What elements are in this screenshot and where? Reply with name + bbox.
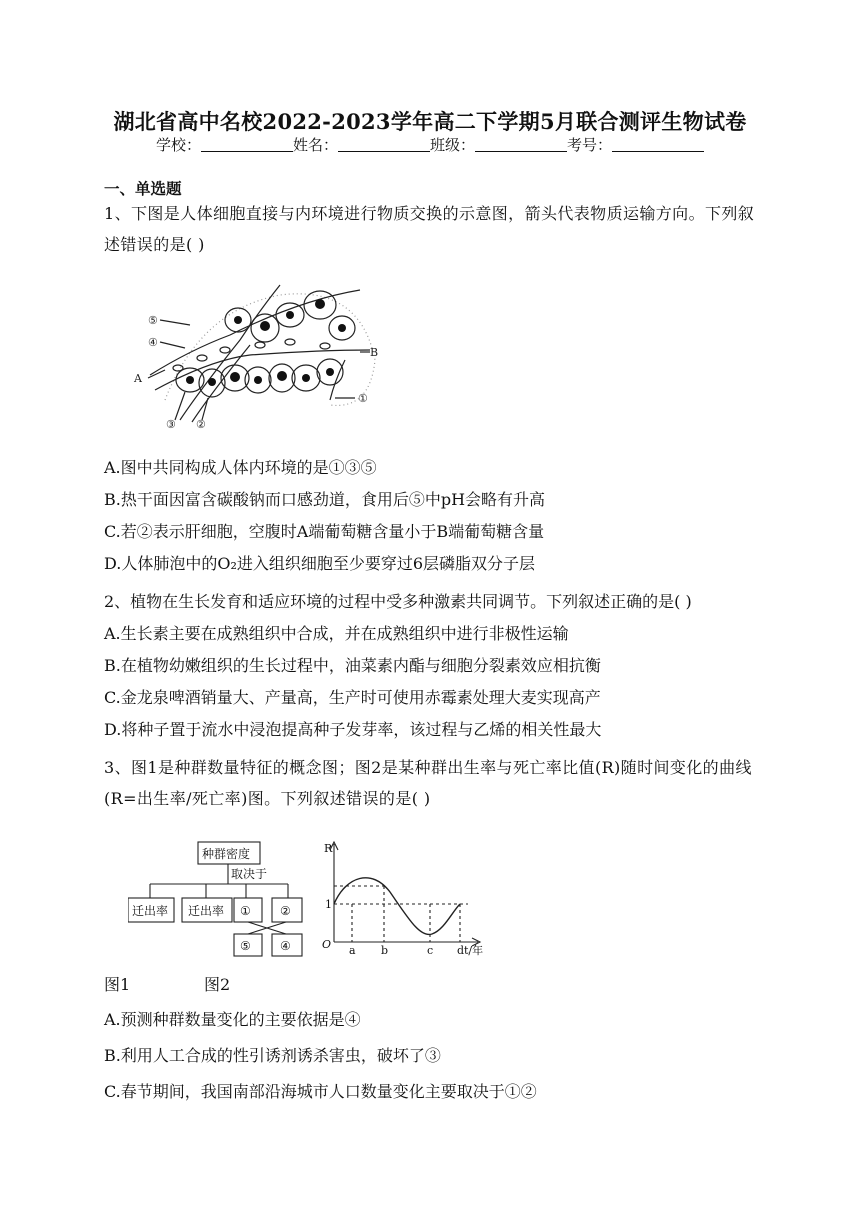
fig2-one: 1 bbox=[325, 898, 332, 911]
label-3: ③ bbox=[166, 418, 176, 431]
q3-option-b: B.利用人工合成的性引诱剂诱杀害虫，破坏了③ bbox=[104, 1046, 441, 1065]
q3-caption-fig2: 图2 bbox=[204, 975, 231, 994]
number-blank[interactable] bbox=[612, 137, 704, 152]
fig2-tick-d: d bbox=[457, 944, 465, 957]
q1-option-d: D.人体肺泡中的O₂进入组织细胞至少要穿过6层磷脂双分子层 bbox=[104, 554, 536, 573]
name-label: 姓名： bbox=[292, 136, 338, 154]
q1-stem: 1、下图是人体细胞直接与内环境进行物质交换的示意图，箭头代表物质运输方向。下列叙述错误的是( ) bbox=[104, 204, 755, 254]
fig1-box3: ① bbox=[240, 904, 251, 918]
fig2-xlabel: t/年 bbox=[464, 944, 484, 957]
page-title: 湖北省高中名校2022-2023学年高二下学期5月联合测评生物试卷 bbox=[113, 109, 747, 134]
school-blank[interactable] bbox=[201, 137, 293, 152]
label-A: A bbox=[134, 372, 142, 385]
q1-option-a: A.图中共同构成人体内环境的是①③⑤ bbox=[104, 458, 377, 477]
q1-option-c: C.若②表示肝细胞，空腹时A端葡萄糖含量小于B端葡萄糖含量 bbox=[104, 522, 545, 541]
fig2-tick-c: c bbox=[427, 944, 434, 957]
fig2-ylabel: R bbox=[324, 842, 333, 855]
q3-caption-fig1: 图1 bbox=[104, 975, 131, 994]
fig2-tick-b: b bbox=[381, 944, 389, 957]
label-2: ② bbox=[196, 418, 206, 431]
number-label: 考号： bbox=[567, 136, 613, 154]
fig1-box4: ② bbox=[280, 904, 291, 918]
label-B: B bbox=[370, 346, 379, 359]
q3-figure1-concept-map bbox=[128, 838, 306, 962]
q2-option-d: D.将种子置于流水中浸泡提高种子发芽率，该过程与乙烯的相关性最大 bbox=[104, 720, 602, 739]
fig1-box5: ⑤ bbox=[240, 939, 251, 953]
fig1-box1: 迁出率 bbox=[132, 904, 169, 918]
q1-option-b: B.热干面因富含碳酸钠而口感劲道，食用后⑤中pH会略有升高 bbox=[104, 490, 546, 509]
label-4: ④ bbox=[148, 336, 158, 349]
q2-stem: 2、植物在生长发育和适应环境的过程中受多种激素共同调节。下列叙述正确的是( ) bbox=[104, 592, 692, 611]
q3-stem: 3、图1是种群数量特征的概念图；图2是某种群出生率与死亡率比值(R)随时间变化的曲线(R=出生率/死亡率)图。下列叙述错误的是( ) bbox=[104, 758, 752, 808]
student-info-line bbox=[0, 134, 860, 155]
section-heading: 一、单选题 bbox=[104, 179, 182, 198]
fig1-box6: ④ bbox=[280, 939, 291, 953]
school-label: 学校： bbox=[155, 136, 201, 154]
fig1-top-label: 种群密度 bbox=[202, 847, 251, 861]
fig1-box2: 迁出率 bbox=[188, 904, 225, 918]
q2-option-a: A.生长素主要在成熟组织中合成，并在成熟组织中进行非极性运输 bbox=[104, 624, 569, 643]
class-label: 班级： bbox=[430, 136, 476, 154]
q1-cell-diagram bbox=[130, 280, 380, 432]
label-1: ① bbox=[358, 392, 368, 405]
fig2-tick-a: a bbox=[349, 944, 356, 957]
label-5: ⑤ bbox=[148, 314, 158, 327]
fig2-origin: O bbox=[322, 938, 332, 951]
q3-option-a: A.预测种群数量变化的主要依据是④ bbox=[104, 1010, 361, 1029]
fig1-decides-label: 取决于 bbox=[231, 867, 268, 881]
q3-option-c: C.春节期间，我国南部沿海城市人口数量变化主要取决于①② bbox=[104, 1082, 537, 1101]
q2-option-c: C.金龙泉啤酒销量大、产量高，生产时可使用赤霉素处理大麦实现高产 bbox=[104, 688, 601, 707]
name-blank[interactable] bbox=[338, 137, 430, 152]
q2-option-b: B.在植物幼嫩组织的生长过程中，油菜素内酯与细胞分裂素效应相抗衡 bbox=[104, 656, 601, 675]
class-blank[interactable] bbox=[475, 137, 567, 152]
q3-figure2-r-curve bbox=[318, 838, 496, 962]
